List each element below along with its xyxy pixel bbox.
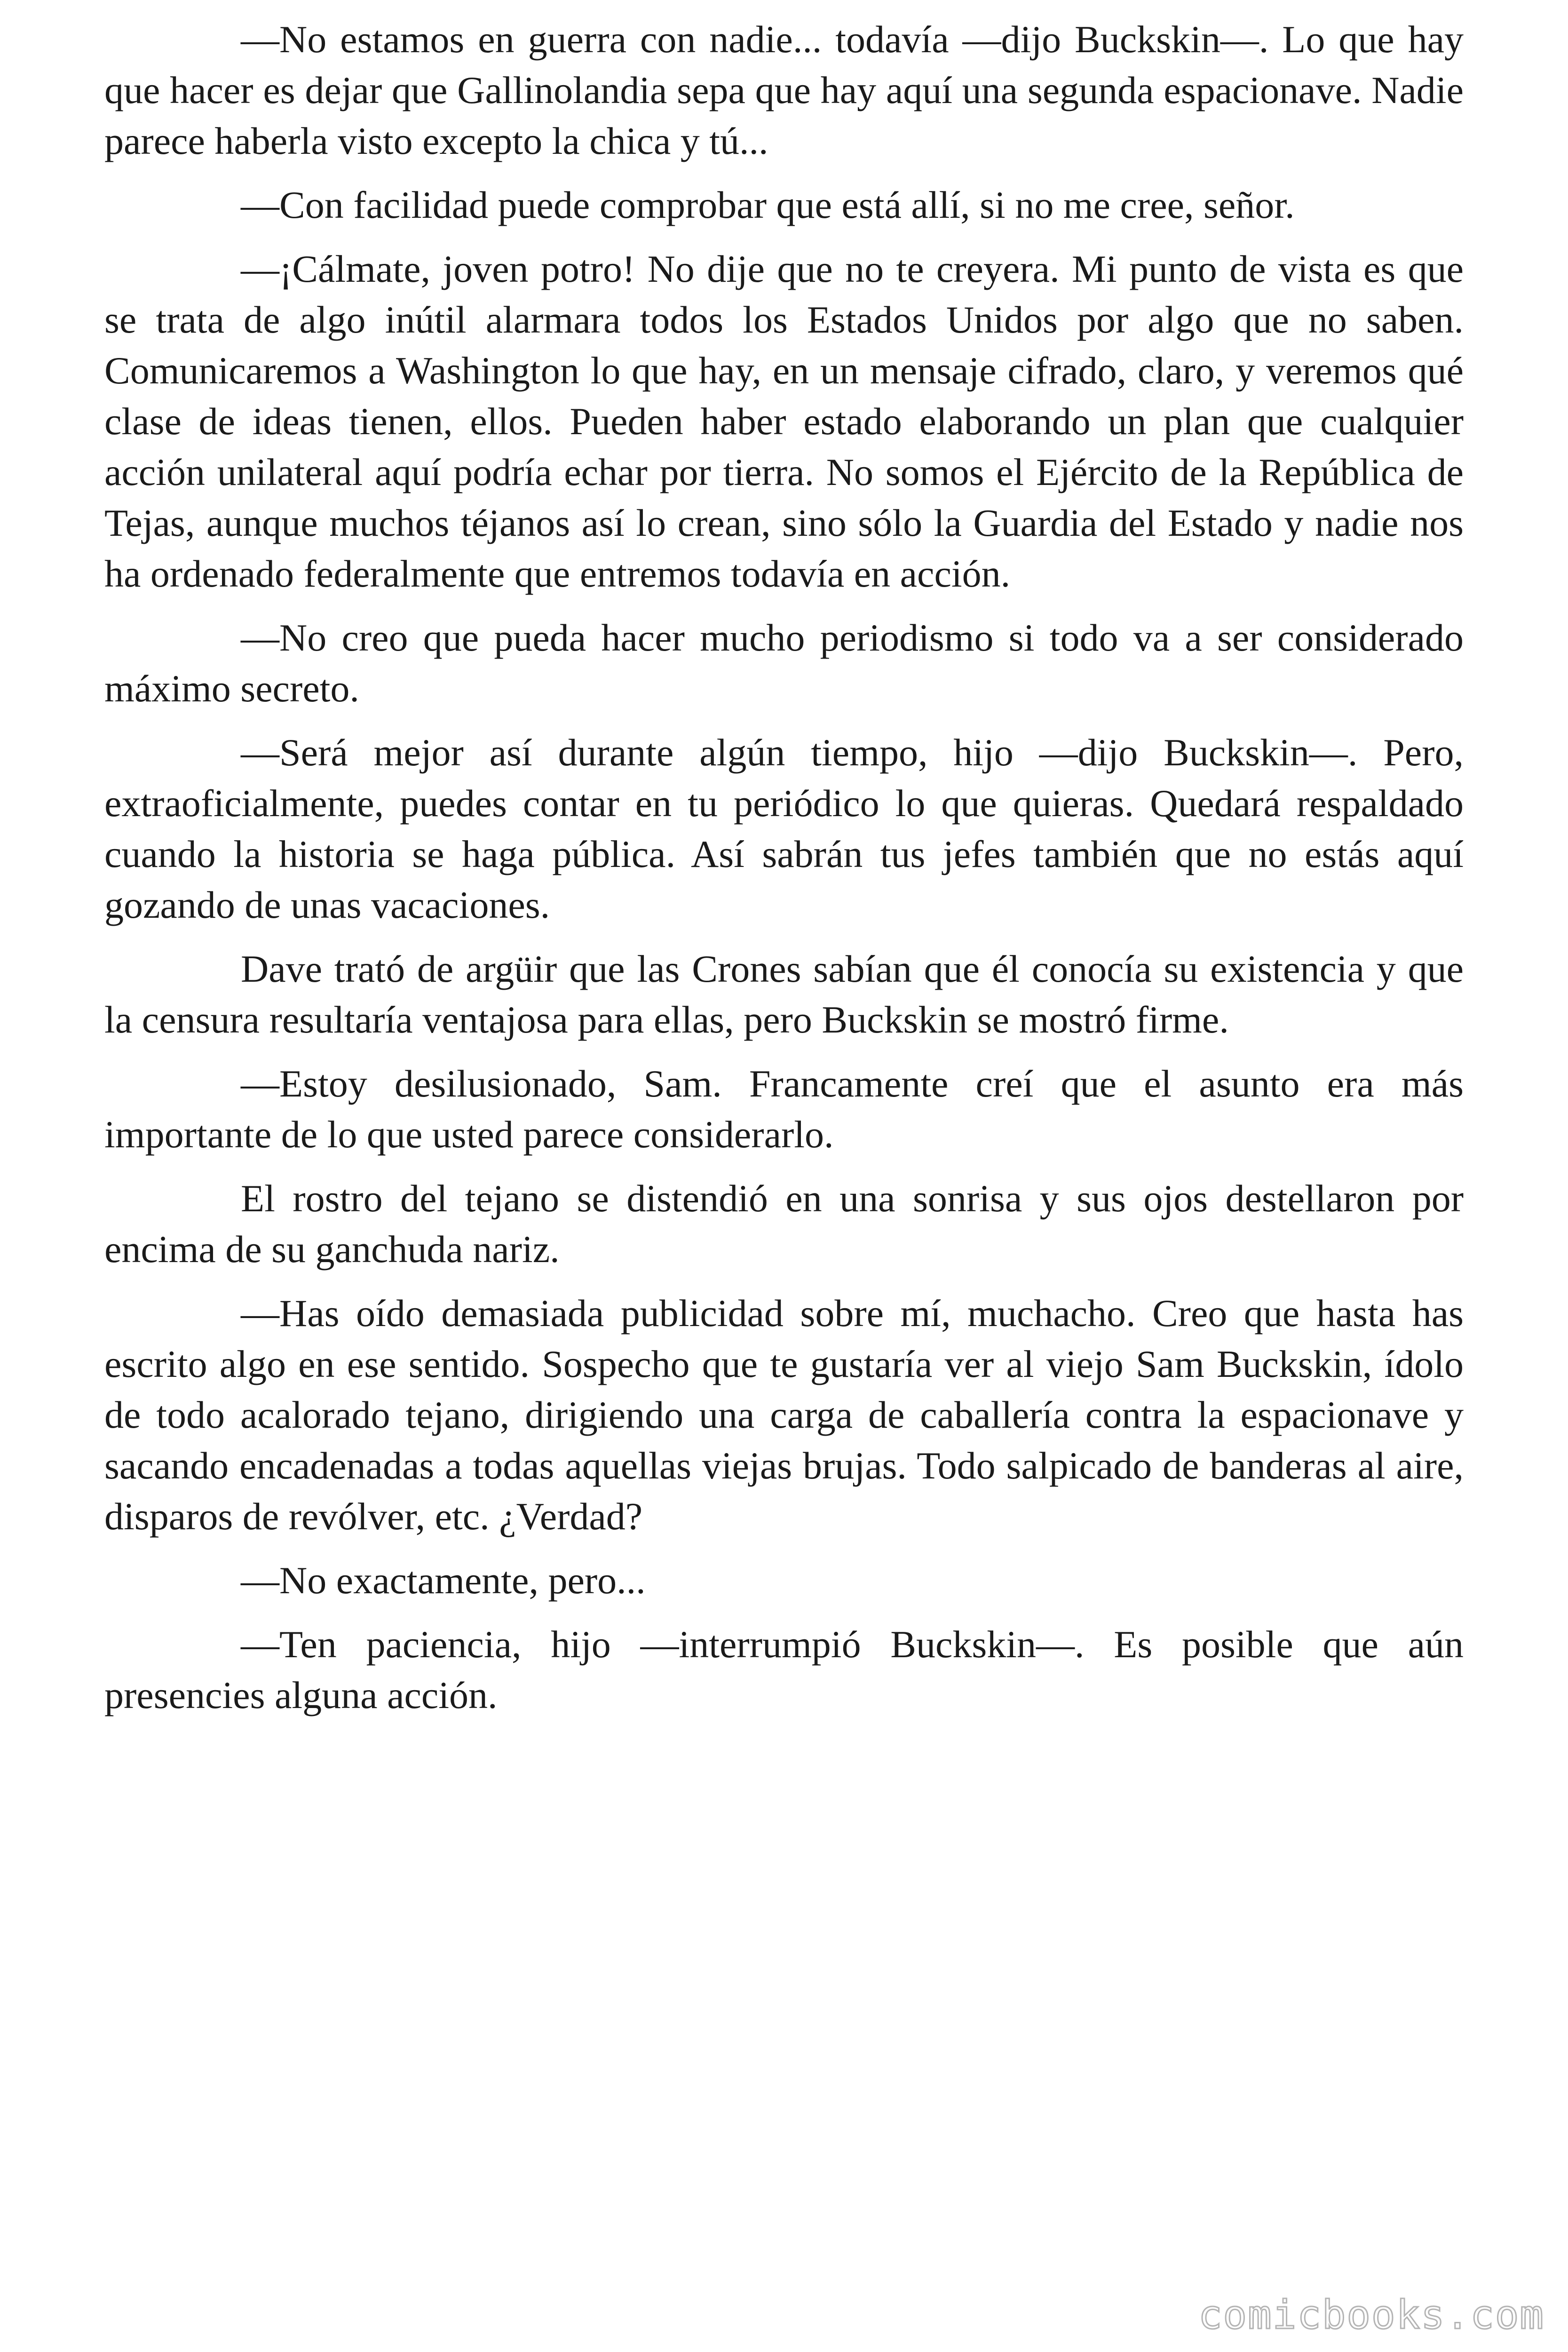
paragraph: —Estoy desilusionado, Sam. Francamente creí que el asunto era más importante de lo que usted parece considerarlo. (104, 1062, 1464, 1156)
paragraph: —Has oído demasiada publicidad sobre mí, muchacho. Creo que hasta has escrito algo en ese sentido. Sospecho que te gustaría ver al viejo Sam Buckskin, ídolo de todo acalorado tejano, dirigiendo una carga de caballería contra la espacionave y sacando encadenadas a todas aquellas viejas brujas. Todo salpicado de banderas al aire, disparos de revólver, etc. ¿Verdad? (104, 1292, 1464, 1538)
paragraph: —No creo que pueda hacer mucho periodismo si todo va a ser considerado máximo secreto. (104, 616, 1464, 710)
paragraph: El rostro del tejano se distendió en una sonrisa y sus ojos destellaron por encima de su ganchuda nariz. (104, 1177, 1464, 1271)
paragraph: —No estamos en guerra con nadie... todavía —dijo Buckskin—. Lo que hay que hacer es dejar que Gallinolandia sepa que hay aquí una segunda espacionave. Nadie parece haberla visto excepto la chica y tú... (104, 18, 1464, 162)
paragraph: —Será mejor así durante algún tiempo, hijo —dijo Buckskin—. Pero, extraoficialmente, puedes contar en tu periódico lo que quieras. Quedará respaldado cuando la historia se haga pública. Así sabrán tus jefes también que no estás aquí gozando de unas vacaciones. (104, 731, 1464, 926)
page-body (104, 14, 1464, 1734)
paragraph: —¡Cálmate, joven potro! No dije que no te creyera. Mi punto de vista es que se trata de algo inútil alarmara todos los Estados Unidos por algo que no saben. Comunicaremos a Washington lo que hay, en un mensaje cifrado, claro, y veremos qué clase de ideas tienen, ellos. Pueden haber estado elaborando un plan que cualquier acción unilateral aquí podría echar por tierra. No somos el Ejército de la República de Tejas, aunque muchos téjanos así lo crean, sino sólo la Guardia del Estado y nadie nos ha ordenado federalmente que entremos todavía en acción. (104, 247, 1464, 595)
paragraph: —Ten paciencia, hijo —interrumpió Buckskin—. Es posible que aún presencies alguna acción. (104, 1623, 1464, 1716)
paragraph: Dave trató de argüir que las Crones sabían que él conocía su existencia y que la censura resultaría ventajosa para ellas, pero Buckskin se mostró firme. (104, 947, 1464, 1041)
paragraph: —Con facilidad puede comprobar que está allí, si no me cree, señor. (241, 183, 1295, 226)
paragraph: —No exactamente, pero... (241, 1559, 646, 1602)
watermark: comicbooks.com (1198, 2292, 1544, 2338)
